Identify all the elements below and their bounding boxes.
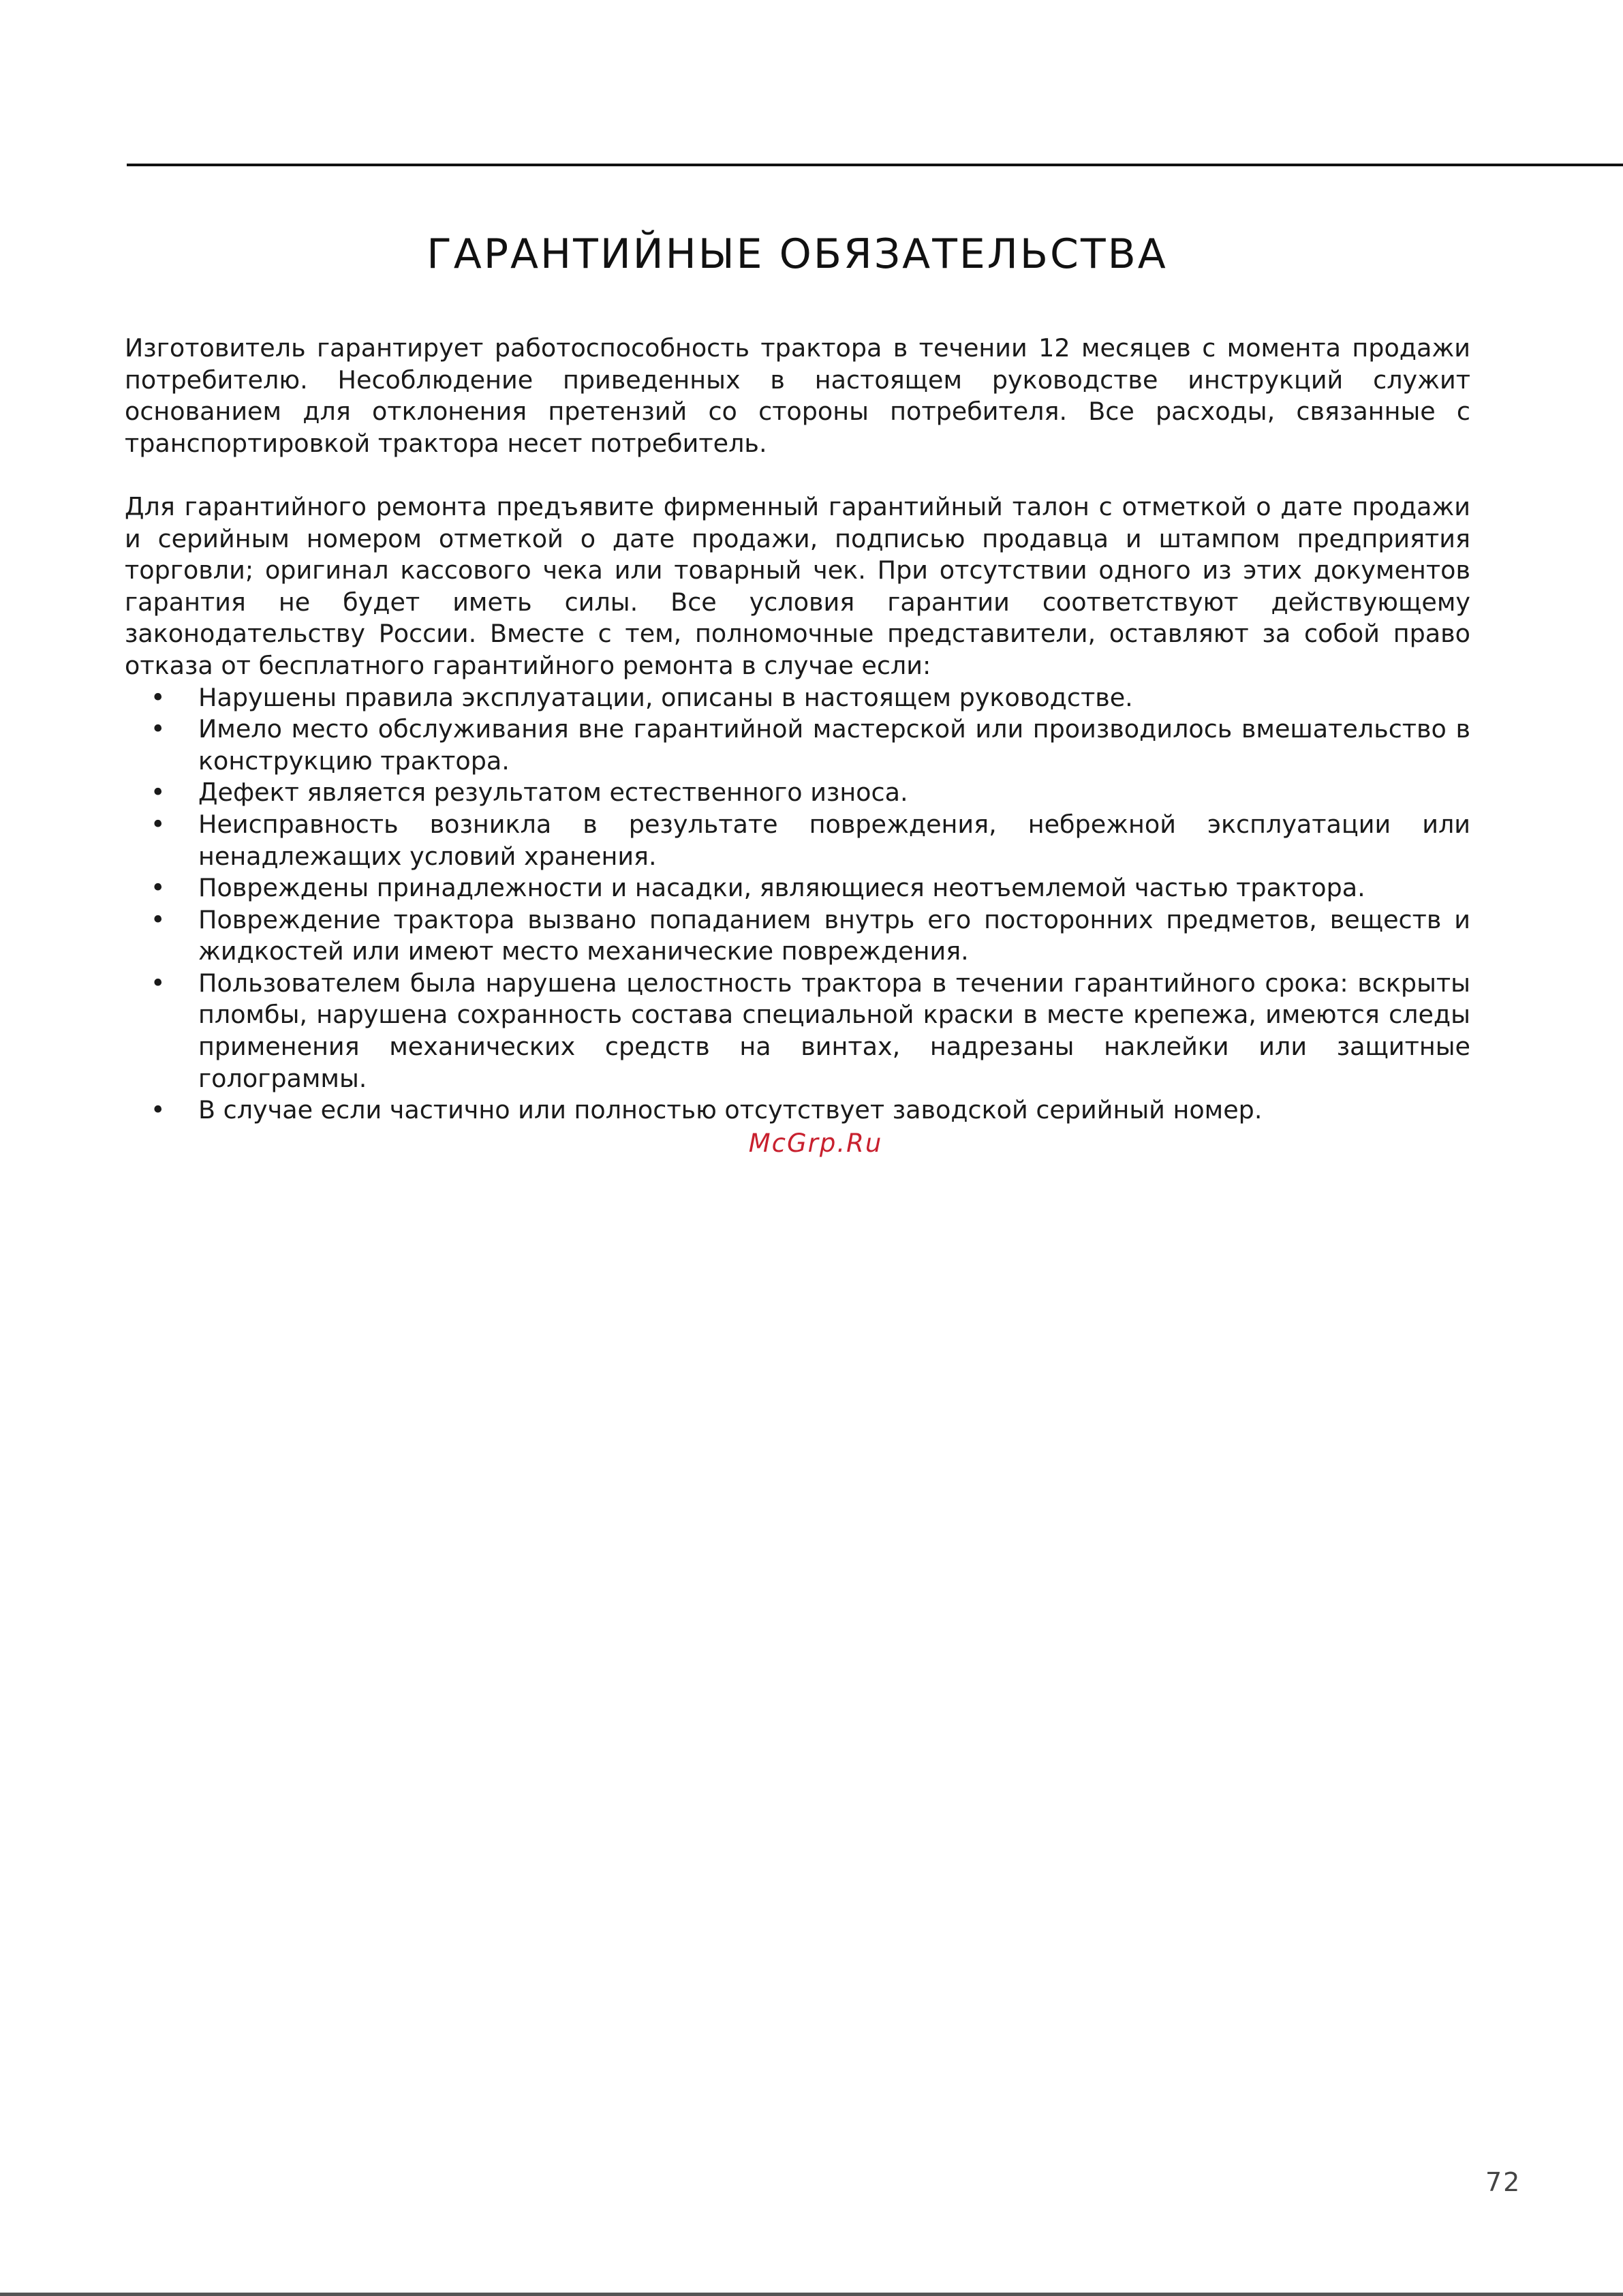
bottom-rule — [0, 2293, 1623, 2296]
list-item — [125, 968, 1470, 1095]
watermark-link[interactable]: McGrp.Ru — [748, 1129, 883, 1158]
list-item — [125, 872, 1470, 904]
exclusions-list — [125, 682, 1470, 1127]
list-item-text: В случае если частично или полностью отсутствует заводской серийный номер. — [198, 1095, 1263, 1125]
bullet-icon: • — [151, 682, 166, 712]
bullet-icon: • — [151, 1095, 166, 1125]
list-item-text: Пользователем была нарушена целостность трактора в течении гарантийного срока: вскрыты пломбы, нарушена сохранность состава специальной краски в месте крепежа, имеются следы применения механических средств на винтах, надрезаны наклейки или защитные голограммы. — [198, 968, 1470, 1093]
list-item-text: Неисправность возникла в результате повреждения, небрежной эксплуатации или ненадлежащих условий хранения. — [198, 809, 1470, 871]
paragraph-warranty-terms: Изготовитель гарантирует работоспособность трактора в течении 12 месяцев с момента продажи потребителю. Несоблюдение приведенных в настоящем руководстве инструкций служит основанием для отклонения претензий со стороны потребителя. Все расходы, связанные с транспортировкой трактора несет потребитель. — [125, 333, 1470, 458]
list-item — [125, 904, 1470, 968]
bullet-icon: • — [151, 904, 166, 934]
page-title: ГАРАНТИЙНЫЕ ОБЯЗАТЕЛЬСТВА — [427, 230, 1168, 278]
list-item-text: Дефект является результатом естественного износа. — [198, 778, 908, 808]
list-item — [125, 809, 1470, 872]
list-item — [125, 714, 1470, 777]
page-number: 72 — [1485, 2167, 1521, 2197]
list-item-text: Повреждены принадлежности и насадки, являющиеся неотъемлемой частью трактора. — [198, 873, 1365, 903]
list-item-text: Повреждение трактора вызвано попаданием внутрь его посторонних предметов, веществ и жидкостей или имеют место механические повреждения. — [198, 904, 1470, 966]
list-item — [125, 682, 1470, 714]
bullet-icon: • — [151, 714, 166, 744]
list-item-text: Имело место обслуживания вне гарантийной мастерской или производилось вмешательство в конструкцию трактора. — [198, 714, 1470, 776]
bullet-icon: • — [151, 778, 166, 808]
list-item — [125, 1095, 1470, 1127]
list-item-text: Нарушены правила эксплуатации, описаны в настоящем руководстве. — [198, 682, 1133, 712]
document-body — [125, 333, 1470, 1127]
bullet-icon: • — [151, 873, 166, 903]
paragraph-warranty-repair: Для гарантийного ремонта предъявите фирменный гарантийный талон с отметкой о дате продажи и серийным номером отметкой о дате продажи, подписью продавца и штампом предприятия торговли; оригинал кассового чека или товарный чек. При отсутствии одного из этих документов гарантия не будет иметь силы. Все условия гарантии соответствуют действующему законодательству России. Вместе с тем, полномочные представители, оставляют за собой право отказа от бесплатного гарантийного ремонта в случае если: — [125, 491, 1470, 680]
list-item — [125, 777, 1470, 809]
bullet-icon: • — [151, 968, 166, 998]
bullet-icon: • — [151, 809, 166, 839]
top-rule — [127, 164, 1623, 166]
